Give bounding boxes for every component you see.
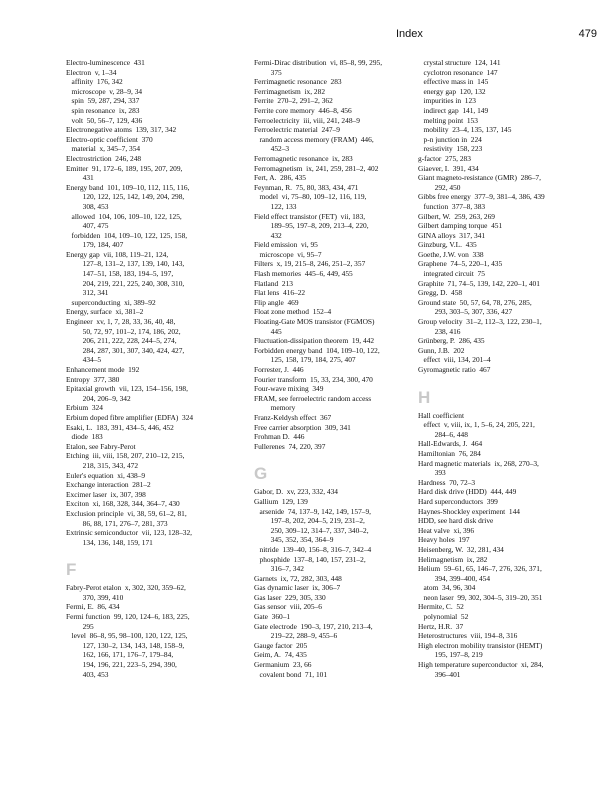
- index-entry: atom 34, 96, 304: [418, 583, 476, 593]
- index-entry: Float zone method 152–4: [254, 307, 332, 317]
- index-entry: integrated circuit 75: [418, 269, 485, 279]
- index-entry: 345, 352, 354, 364–9: [254, 535, 334, 545]
- page-number: 479: [578, 28, 597, 40]
- index-entry: Electro-luminescence 431: [66, 58, 145, 67]
- index-entry: Exciton xi, 168, 328, 344, 364–7, 430: [66, 499, 180, 509]
- index-entry: 50, 72, 97, 101–2, 174, 186, 202,: [66, 326, 181, 336]
- index-entry: 284–6, 448: [418, 429, 468, 439]
- index-entry: neon laser 99, 302, 304–5, 319–20, 351: [418, 592, 543, 602]
- index-entry: 122, 133: [254, 201, 297, 211]
- index-entry: HDD, see hard disk drive: [418, 516, 494, 526]
- index-entry: Gate electrode 190–3, 197, 210, 213–4,: [254, 621, 373, 631]
- index-entry: Energy band 101, 109–10, 112, 115, 116,: [66, 182, 190, 192]
- index-entry: Graphite 71, 74–5, 139, 142, 220–1, 401: [418, 278, 540, 288]
- index-entry: Flip angle 469: [254, 297, 299, 307]
- index-entry: Fullerenes 74, 220, 397: [254, 441, 326, 451]
- index-entry: Hard magnetic materials ix, 268, 270–3,: [418, 458, 539, 468]
- index-entry: Gabor, D. xv, 223, 332, 434: [254, 487, 339, 497]
- index-entry: cyclotron resonance 147: [418, 67, 498, 77]
- index-entry: memory: [254, 403, 296, 413]
- index-entry: diode 183: [66, 432, 103, 442]
- index-entry: spin 59, 287, 294, 337: [66, 96, 140, 106]
- index-entry: 147–51, 158, 183, 194–5, 197,: [66, 269, 174, 279]
- index-entry: 284, 287, 301, 307, 340, 424, 427,: [66, 345, 185, 355]
- index-entry: 127–8, 131–2, 137, 139, 140, 143,: [66, 259, 185, 269]
- index-entry: 218, 315, 343, 472: [66, 460, 139, 470]
- index-entry: resistivity 158, 223: [418, 144, 483, 154]
- index-entry: polynomial 52: [418, 612, 469, 622]
- index-entry: 375: [254, 67, 282, 77]
- index-entry: Ferromagnetic resonance ix, 283: [254, 153, 353, 163]
- index-entry: 396–401: [418, 669, 461, 679]
- index-entry: Exclusion principle vi, 38, 59, 61–2, 81,: [66, 508, 187, 518]
- index-entry: Euler's equation xi, 438–9: [66, 470, 146, 480]
- index-entry: Fert, A. 286, 435: [254, 173, 306, 183]
- index-entry: Graphene 74–5, 220–1, 435: [418, 259, 503, 269]
- index-entry: superconducting xi, 389–92: [66, 297, 156, 307]
- index-entry: 445: [254, 326, 282, 336]
- index-entry: Heterostructures viii, 194–8, 316: [418, 631, 518, 641]
- index-entry: Ferrite 270–2, 291–2, 362: [254, 96, 333, 106]
- index-entry: indirect gap 141, 149: [418, 105, 489, 115]
- index-entry: Hamiltonian 76, 284: [418, 448, 481, 458]
- index-column-1: [66, 58, 248, 679]
- section-letter: H: [418, 387, 431, 407]
- index-entry: covalent bond 71, 101: [254, 669, 328, 679]
- index-entry: Giaever, I. 391, 434: [418, 163, 479, 173]
- index-entry: Fermi function 99, 120, 124–6, 183, 225,: [66, 612, 190, 622]
- index-entry: Engineer xv, 1, 7, 28, 33, 36, 40, 48,: [66, 317, 176, 327]
- index-entry: Filters x, 19, 215–8, 246, 251–2, 357: [254, 259, 366, 269]
- index-entry: 434–5: [66, 355, 102, 365]
- index-entry: Hertz, H.R. 37: [418, 621, 464, 631]
- index-entry: Floating-Gate MOS transistor (FGMOS): [254, 317, 375, 327]
- index-entry: Flatland 213: [254, 278, 294, 288]
- index-entry: Gibbs free energy 377–9, 381–4, 386, 439: [418, 192, 545, 202]
- index-entry: Hall coefficient: [418, 410, 465, 420]
- index-entry: Electronegative atoms 139, 317, 342: [66, 125, 177, 135]
- index-entry: spin resonance ix, 283: [66, 105, 140, 115]
- index-entry: 312, 341: [66, 288, 109, 298]
- index-entry: Ground state 50, 57, 64, 78, 276, 285,: [418, 297, 532, 307]
- index-entry: High electron mobility transistor (HEMT): [418, 640, 543, 650]
- index-entry: Excimer laser ix, 307, 398: [66, 489, 146, 499]
- index-entry: Hard disk drive (HDD) 444, 449: [418, 487, 517, 497]
- index-entry: 295: [66, 621, 94, 631]
- index-entry: Etching iii, viii, 158, 207, 210–12, 215,: [66, 451, 185, 461]
- index-entry: Geim, A. 74, 435: [254, 650, 307, 660]
- index-entry: Extrinsic semiconductor vii, 123, 128–32,: [66, 528, 193, 538]
- index-entry: arsenide 74, 137–9, 142, 149, 157–9,: [254, 506, 372, 516]
- index-entry: Field effect transistor (FET) vii, 183,: [254, 211, 366, 221]
- index-column-2: [254, 58, 436, 679]
- index-entry: 394, 399–400, 454: [418, 573, 491, 583]
- index-entry: Field emission vi, 95: [254, 240, 318, 250]
- index-entry: Flat lens 416–22: [254, 288, 306, 298]
- index-entry: Giant magneto-resistance (GMR) 286–7,: [418, 173, 541, 183]
- index-entry: Flash memories 445–6, 449, 455: [254, 269, 353, 279]
- index-entry: Free carrier absorption 309, 341: [254, 422, 351, 432]
- index-entry: 431: [66, 173, 94, 183]
- index-entry: 219–22, 288–9, 455–6: [254, 631, 338, 641]
- index-entry: Gilbert damping torque 451: [418, 221, 503, 231]
- index-entry: Energy, surface xi, 381–2: [66, 307, 144, 317]
- index-entry: Esaki, L. 183, 391, 434–5, 446, 452: [66, 422, 174, 432]
- index-entry: 393: [418, 468, 446, 478]
- index-entry: Gyromagnetic ratio 467: [418, 365, 491, 374]
- index-entry: Gas laser 229, 305, 330: [254, 592, 326, 602]
- index-entry: effect v, viii, ix, 1, 5–6, 24, 205, 221,: [418, 420, 535, 430]
- index-entry: Gilbert, W. 259, 263, 269: [418, 211, 495, 221]
- index-entry: Group velocity 31–2, 112–3, 122, 230–1,: [418, 317, 542, 327]
- index-entry: Garnets ix, 72, 282, 303, 448: [254, 573, 342, 583]
- index-entry: Frohman D. 446: [254, 432, 305, 442]
- section-letter: G: [254, 464, 268, 484]
- index-entry: Gregg, D. 458: [418, 288, 463, 298]
- index-entry: melting point 153: [418, 115, 478, 125]
- index-entry: Ginzburg, V.L. 435: [418, 240, 477, 250]
- index-entry: Ferrite core memory 446–8, 456: [254, 105, 352, 115]
- index-entry: Etalon, see Fabry-Perot: [66, 441, 136, 451]
- index-entry: 86, 88, 171, 276–7, 281, 373: [66, 518, 168, 528]
- index-entry: 195, 197–8, 219: [418, 650, 483, 660]
- index-entry: 407, 475: [66, 221, 109, 231]
- index-entry: 452–3: [254, 144, 290, 154]
- index-entry: Gauge factor 205: [254, 640, 308, 650]
- index-entry: Fermi-Dirac distribution vi, 85–8, 99, 295,: [254, 58, 383, 67]
- index-entry: 308, 453: [66, 201, 109, 211]
- index-entry: affinity 176, 342: [66, 77, 123, 87]
- index-entry: Gas dynamic laser ix, 306–7: [254, 583, 341, 593]
- index-entry: Electron v, 1–34: [66, 67, 117, 77]
- index-entry: microscope vi, 95–7: [254, 249, 322, 259]
- index-entry: Hall-Edwards, J. 464: [418, 439, 483, 449]
- index-entry: 134, 136, 148, 159, 171: [66, 537, 153, 547]
- index-entry: 204, 219, 221, 225, 240, 308, 310,: [66, 278, 185, 288]
- running-head: [0, 28, 615, 48]
- index-entry: 120, 122, 125, 142, 149, 204, 298,: [66, 192, 185, 202]
- index-entry: Heavy holes 197: [418, 535, 470, 545]
- index-entry: 125, 158, 179, 184, 275, 407: [254, 355, 356, 365]
- index-entry: 250, 309–12, 314–7, 337, 340–2,: [254, 525, 369, 535]
- index-entry: Gallium 129, 139: [254, 496, 308, 506]
- index-entry: 432: [254, 230, 282, 240]
- index-entry: Ferroelectric material 247–9: [254, 125, 340, 135]
- index-entry: impurities in 123: [418, 96, 476, 106]
- index-entry: 238, 416: [418, 326, 461, 336]
- index-entry: GINA alloys 317, 341: [418, 230, 486, 240]
- index-entry: Gunn, J.B. 202: [418, 345, 465, 355]
- index-entry: 206, 211, 222, 228, 244–5, 274,: [66, 336, 177, 346]
- index-entry: Feynman, R. 75, 80, 383, 434, 471: [254, 182, 359, 192]
- index-entry: 197–8, 202, 204–5, 219, 231–2,: [254, 516, 365, 526]
- index-entry: Fluctuation-dissipation theorem 19, 442: [254, 336, 375, 346]
- index-entry: Fourier transform 15, 33, 234, 300, 470: [254, 374, 373, 384]
- index-entry: 162, 166, 171, 176–7, 179–84,: [66, 650, 174, 660]
- index-entry: random access memory (FRAM) 446,: [254, 134, 374, 144]
- index-entry: material x, 345–7, 354: [66, 144, 141, 154]
- index-entry: Entropy 377, 380: [66, 374, 120, 384]
- index-entry: Hard superconductors 399: [418, 496, 498, 506]
- index-column-3: [418, 58, 600, 679]
- index-entry: 189–95, 197–8, 209, 213–4, 220,: [254, 221, 369, 231]
- index-entry: effect viii, 134, 201–4: [418, 355, 491, 365]
- index-entry: g-factor 275, 283: [418, 153, 471, 163]
- index-entry: Erbium 324: [66, 403, 103, 413]
- index-entry: function 377–8, 383: [418, 201, 486, 211]
- index-entry: 194, 196, 221, 223–5, 294, 390,: [66, 660, 177, 670]
- index-entry: model vi, 75–80, 109–12, 116, 119,: [254, 192, 367, 202]
- index-entry: p-n junction in 224: [418, 134, 482, 144]
- index-entry: Heisenberg, W. 32, 281, 434: [418, 544, 504, 554]
- index-entry: Ferrimagnetic resonance 283: [254, 77, 342, 87]
- index-entry: Gate 360–1: [254, 612, 291, 622]
- section-letter: F: [66, 560, 77, 580]
- index-entry: Gas sensor viii, 205–6: [254, 602, 322, 612]
- index-entry: Hardness 70, 72–3: [418, 477, 476, 487]
- index-entry: nitride 139–40, 156–8, 316–7, 342–4: [254, 544, 372, 554]
- index-entry: Enhancement mode 192: [66, 365, 140, 374]
- index-entry: FRAM, see ferroelectric random access: [254, 393, 372, 403]
- index-entry: 403, 453: [66, 669, 109, 679]
- header-title: Index: [396, 28, 423, 40]
- index-entry: mobility 23–4, 135, 137, 145: [418, 125, 512, 135]
- index-entry: 316–7, 342: [254, 564, 304, 574]
- index-entry: level 86–8, 95, 98–100, 120, 122, 125,: [66, 631, 188, 641]
- index-entry: Fermi, E. 86, 434: [66, 602, 120, 612]
- index-entry: Germanium 23, 66: [254, 660, 312, 670]
- index-entry: crystal structure 124, 141: [418, 58, 501, 67]
- index-entry: Epitaxial growth vii, 123, 154–156, 198,: [66, 384, 188, 394]
- index-entry: Forrester, J. 446: [254, 365, 304, 374]
- index-entry: volt 50, 56–7, 129, 436: [66, 115, 143, 125]
- index-entry: Heat valve xi, 396: [418, 525, 475, 535]
- index-entry: Electrostriction 246, 248: [66, 153, 142, 163]
- index-entry: Ferromagnetism ix, 241, 259, 281–2, 402: [254, 163, 379, 173]
- index-entry: 292, 450: [418, 182, 461, 192]
- index-entry: 179, 184, 407: [66, 240, 124, 250]
- index-entry: Franz-Keldysh effect 367: [254, 412, 332, 422]
- index-entry: 127, 130–2, 134, 143, 148, 158–9,: [66, 640, 185, 650]
- index-entry: Haynes-Shockley experiment 144: [418, 506, 521, 516]
- index-entry: Ferrimagnetism ix, 282: [254, 86, 326, 96]
- index-entry: 204, 206–9, 342: [66, 393, 131, 403]
- index-entry: Goethe, J.W. von 338: [418, 249, 484, 259]
- index-entry: forbidden 104, 109–10, 122, 125, 158,: [66, 230, 188, 240]
- index-entry: 293, 303–5, 307, 336, 427: [418, 307, 513, 317]
- index-entry: Electro-optic coefficient 370: [66, 134, 153, 144]
- index-entry: allowed 104, 106, 109–10, 122, 125,: [66, 211, 182, 221]
- index-entry: Erbium doped fibre amplifier (EDFA) 324: [66, 412, 194, 422]
- index-entry: Grünberg, P. 286, 435: [418, 336, 485, 346]
- index-entry: Hermite, C. 52: [418, 602, 464, 612]
- index-entry: Helimagnetism ix, 282: [418, 554, 488, 564]
- index-entry: Emitter 91, 172–6, 189, 195, 207, 209,: [66, 163, 183, 173]
- index-entry: Energy gap vii, 108, 119–21, 124,: [66, 249, 169, 259]
- index-entry: energy gap 120, 132: [418, 86, 486, 96]
- index-entry: High temperature superconductor xi, 284,: [418, 660, 544, 670]
- index-entry: Forbidden energy band 104, 109–10, 122,: [254, 345, 380, 355]
- index-entry: Ferroelectricity iii, viii, 241, 248–9: [254, 115, 360, 125]
- index-entry: 370, 399, 410: [66, 592, 124, 602]
- index-entry: effective mass in 145: [418, 77, 489, 87]
- index-entry: Fabry-Perot etalon x, 302, 320, 359–62,: [66, 583, 186, 593]
- index-entry: phosphide 137–8, 140, 157, 231–2,: [254, 554, 366, 564]
- index-entry: Exchange interaction 281–2: [66, 480, 151, 490]
- index-entry: Four-wave mixing 349: [254, 384, 324, 394]
- index-entry: microscope v, 28–9, 34: [66, 86, 143, 96]
- index-entry: Helium 59–61, 65, 146–7, 276, 326, 371,: [418, 564, 542, 574]
